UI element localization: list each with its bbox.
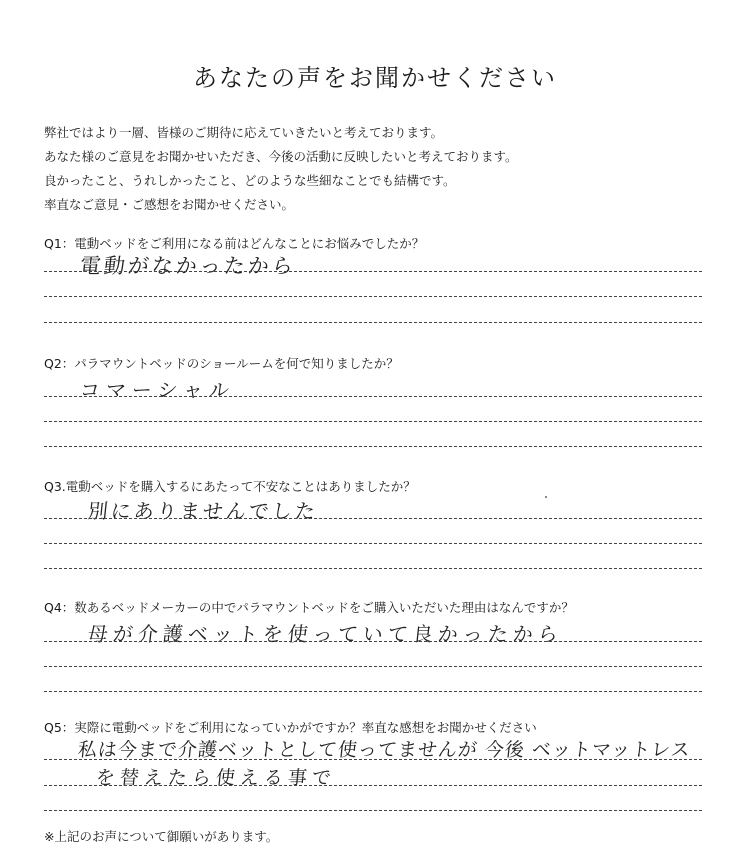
answer-line: [44, 271, 702, 272]
question-1-label: Q1：電動ベッドをご利用になる前はどんなことにお悩みでしたか？: [44, 236, 425, 251]
intro-text: [44, 121, 518, 217]
answer-line: [44, 810, 702, 811]
answer-line: [44, 691, 702, 692]
answer-5-handwriting-line-1: 私は今まで介護ベットとして使ってませんが 今後 ベットマットレス: [76, 739, 692, 761]
intro-line: あなた様のご意見をお聞かせいただき、今後の活動に反映したいと考えております。: [44, 149, 518, 164]
answer-line: [44, 568, 702, 569]
answer-line: [44, 322, 702, 323]
answer-line: [44, 759, 702, 760]
answer-line: [44, 543, 702, 544]
answer-line: [44, 446, 702, 447]
intro-line: 率直なご意見・ご感想をお聞かせください。: [44, 197, 295, 212]
question-2-label: Q2：パラマウントベッドのショールームを何で知りましたか？: [44, 356, 399, 371]
question-5-label: Q5：実際に電動ベッドをご利用になっていかがですか？率直な感想をお聞かせください: [44, 720, 537, 735]
answer-line: [44, 296, 702, 297]
answer-line: [44, 421, 702, 422]
answer-line: [44, 666, 702, 667]
answer-5-handwriting-line-2: を替えたら使える事で: [94, 767, 338, 789]
intro-line: 弊社ではより一層、皆様のご期待に応えていきたいと考えております。: [44, 125, 444, 140]
answer-line: [44, 396, 702, 397]
answer-line: [44, 641, 702, 642]
answer-2-handwriting: コマーシャル: [78, 378, 237, 402]
page-title: あなたの声をお聞かせください: [193, 64, 557, 92]
question-4-label: Q4：数あるベッドメーカーの中でパラマウントベッドをご購入いただいた理由はなんですか？: [44, 600, 574, 615]
answer-line: [44, 518, 702, 519]
intro-line: 良かったこと、うれしかったこと、どのような些細なことでも結構です。: [44, 173, 456, 188]
answer-3-handwriting: 別にありませんでした: [86, 499, 320, 523]
answer-4-handwriting: 母が介護ベットを使っていて良かったから: [86, 622, 565, 646]
answer-1-handwriting: 電動がなかったから: [78, 254, 298, 278]
question-3-label: Q3.電動ベッドを購入するにあたって不安なことはありましたか？: [44, 479, 416, 494]
answer-line: [44, 785, 702, 786]
footer-note: ※上記のお声について御願いがあります。: [44, 829, 279, 844]
stray-mark: [545, 496, 547, 498]
